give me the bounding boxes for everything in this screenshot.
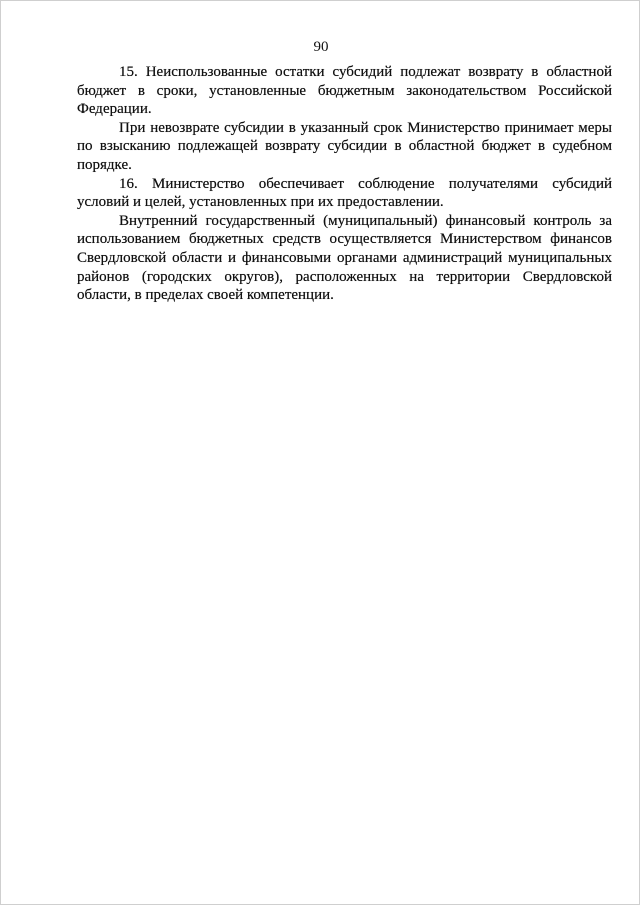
paragraph-financial-control: Внутренний государственный (муниципальный) финансовый контроль за использованием бюджетных средств осуществляется Министерством финансов Свердловской области и финансовыми органами администраций муниципальных районов (городских округов), расположенных на территории Свердловской области, в пределах своей компетенции. (77, 212, 612, 304)
page-number: 90 (313, 39, 329, 55)
paragraph-nonreturn-recovery: При невозврате субсидии в указанный срок Министерство принимает меры по взысканию подлежащей возврату субсидии в областной бюджет в судебном порядке. (77, 119, 612, 173)
document-body (77, 63, 612, 305)
paragraph-item-15: 15. Неиспользованные остатки субсидий подлежат возврату в областной бюджет в сроки, установленные бюджетным законодательством Российской Федерации. (77, 64, 612, 118)
paragraph-item-16: 16. Министерство обеспечивает соблюдение получателями субсидий условий и целей, установленных при их предоставлении. (77, 175, 612, 211)
